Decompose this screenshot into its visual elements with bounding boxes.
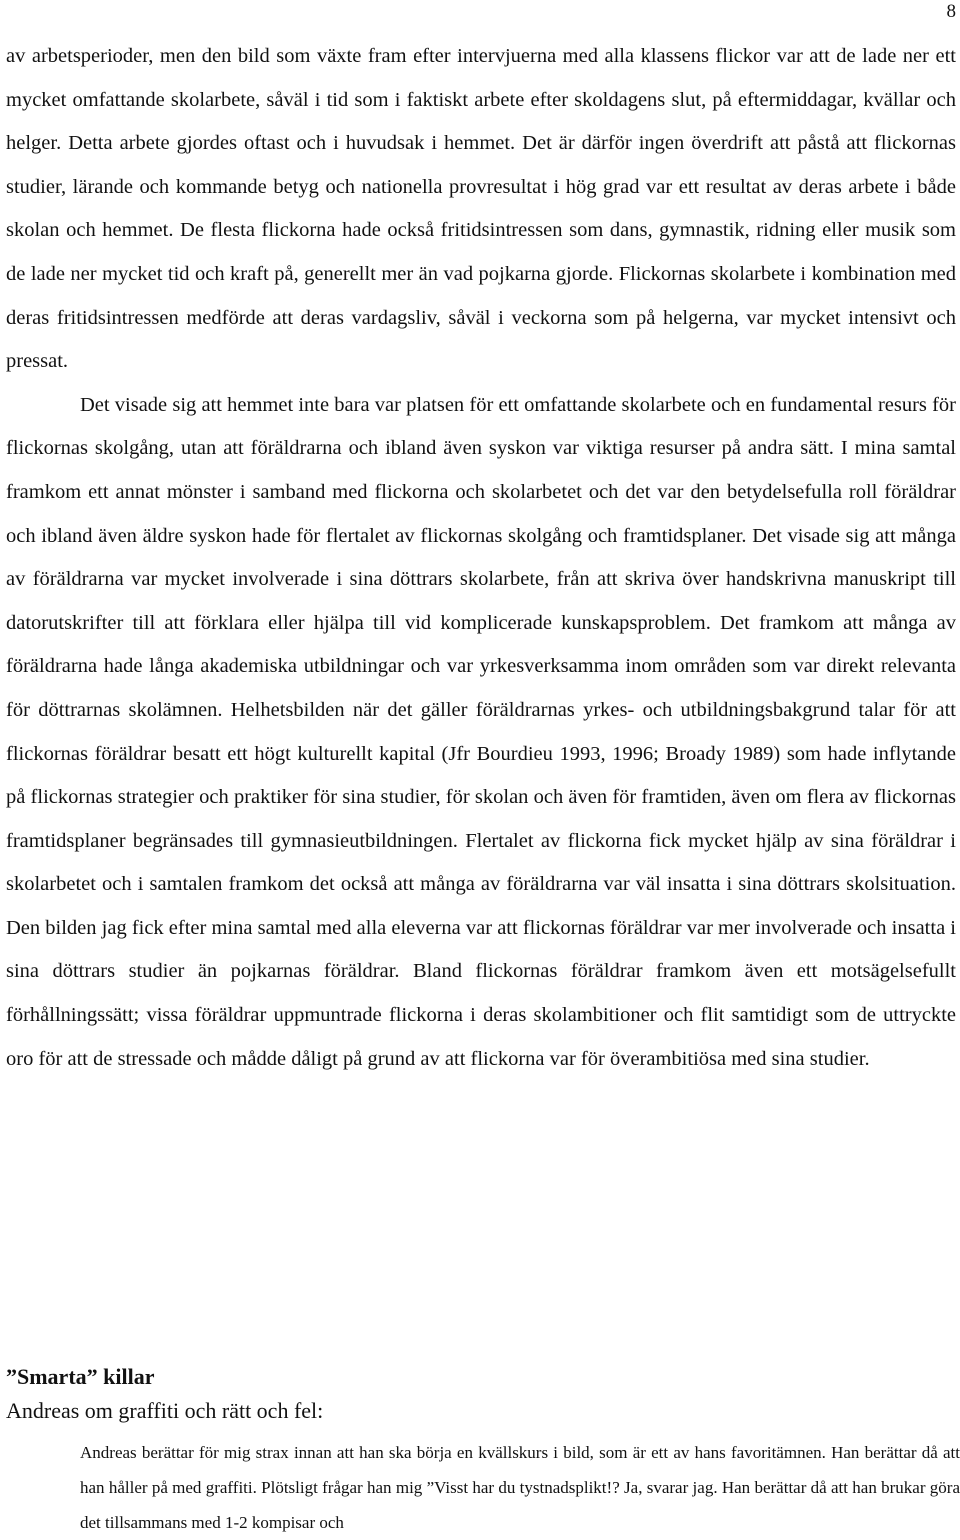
section-heading: ”Smarta” killar (6, 1364, 155, 1389)
body-text (6, 35, 956, 1081)
quote-text: Andreas berättar för mig strax innan att han ska börja en kvällskurs i bild, som är ett av hans favoritämnen. Han berättar då att han håller på med graffiti. Plötsligt frågar han mig ”Visst har du tystnadsplikt!? Ja, svarar jag. Han berättar då att han brukar göra det tillsammans med 1-2 kompisar och (80, 1443, 960, 1532)
interview-quote (80, 1435, 960, 1540)
page-number: 8 (946, 1, 956, 22)
paragraph-1: av arbetsperioder, men den bild som växte fram efter intervjuerna med alla klassens flickor var att de lade ner ett mycket omfattande skolarbete, såväl i tid som i faktiskt arbete efter skoldagens slut, på eftermiddagar, kvällar och helger. Detta arbete gjordes oftast och i huvudsak i hemmet. Det är därför ingen överdrift att påstå att flickornas studier, lärande och kommande betyg och nationella provresultat i hög grad var ett resultat av deras arbete i både skolan och hemmet. De flesta flickorna hade också fritidsintressen som dans, gymnastik, ridning eller musik som de lade ner mycket tid och kraft på, generellt mer än vad pojkarna gjorde. Flickornas skolarbete i kombination med deras fritidsintressen medförde att deras vardagsliv, såväl i veckorna som på helgerna, var mycket intensivt och pressat. (6, 45, 956, 373)
section-subheading: Andreas om graffiti och rätt och fel: (6, 1398, 324, 1423)
paragraph-2: Det visade sig att hemmet inte bara var platsen för ett omfattande skolarbete och en fundamental resurs för flickornas skolgång, utan att föräldrarna och ibland även syskon var viktiga resurser på andra sätt. I mina samtal framkom ett annat mönster i samband med flickorna och skolarbetet och det var den betydelsefulla roll föräldrar och ibland även äldre syskon hade för flertalet av flickornas skolgång och framtidsplaner. Det visade sig att många av föräldrarna var mycket involverade i sina döttrars skolarbete, från att skriva över handskrivna manuskript till datorutskrifter till att förklara eller hjälpa till vid komplicerade kunskapsproblem. Det framkom att många av föräldrarna hade långa akademiska utbildningar och var yrkesverksamma inom områden som var direkt relevanta för döttrarnas skolämnen. Helhetsbilden när det gäller föräldrarnas yrkes- och utbildningsbakgrund talar för att flickornas föräldrar besatt ett högt kulturellt kapital (Jfr Bourdieu 1993, 1996; Broady 1989) som hade inflytande på flickornas strategier och praktiker för sina studier, för skolan och även för framtiden, även om flera av flickornas framtidsplaner begränsades till gymnasieutbildningen. Flertalet av flickorna fick mycket hjälp av sina föräldrar i skolarbetet och i samtalen framkom det också att många av föräldrarna var väl insatta i sina döttrars skolsituation. Den bilden jag fick efter mina samtal med alla eleverna var att flickornas föräldrar var mer involverade och insatta i sina döttrars studier än pojkarnas föräldrar. Bland flickornas föräldrar framkom även ett motsägelsefullt förhållningssätt; vissa föräldrar uppmuntrade flickorna i deras skolambitioner och flit samtidigt som de uttryckte oro för att de stressade och mådde dåligt på grund av att flickorna var för överambitiösa med sina studier. (6, 393, 956, 1070)
